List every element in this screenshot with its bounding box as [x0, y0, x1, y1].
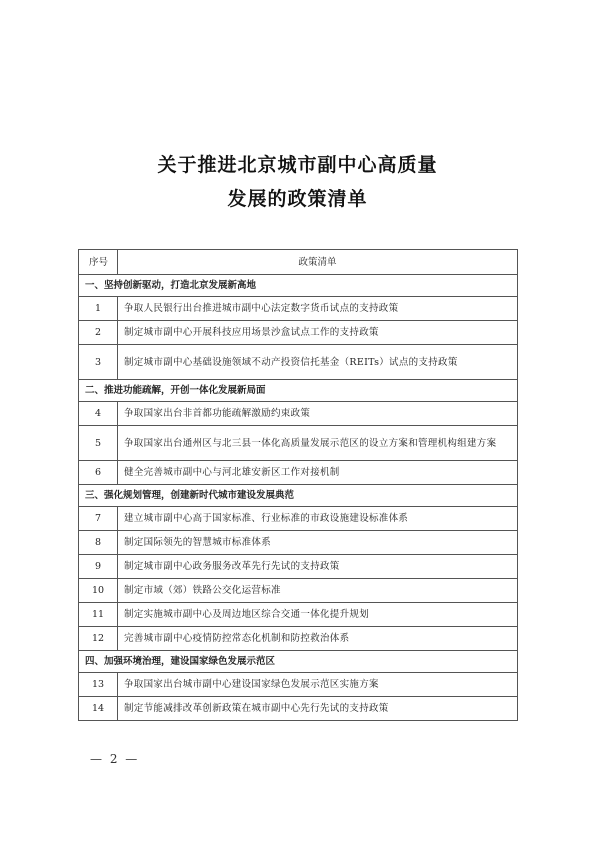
policy-item: 健全完善城市副中心与河北雄安新区工作对接机制: [118, 461, 518, 485]
document-title-line-1: 关于推进北京城市副中心高质量: [157, 154, 438, 176]
row-number: 13: [79, 673, 118, 697]
policy-item: 争取国家出台通州区与北三县一体化高质量发展示范区的设立方案和管理机构组建方案: [118, 426, 518, 461]
policy-item: 制定节能减排改革创新政策在城市副中心先行先试的支持政策: [118, 697, 518, 721]
policy-item: 制定城市副中心政务服务改革先行先试的支持政策: [118, 555, 518, 579]
row-number: 6: [79, 461, 118, 485]
page-number: — 2 —: [90, 752, 140, 766]
policy-item: 争取人民银行出台推进城市副中心法定数字货币试点的支持政策: [118, 297, 518, 321]
row-number: 11: [79, 603, 118, 627]
policy-item: 制定城市副中心开展科技应用场景沙盒试点工作的支持政策: [118, 321, 518, 345]
policy-item: 完善城市副中心疫情防控常态化机制和防控救治体系: [118, 627, 518, 651]
table-row: [79, 603, 518, 627]
policy-item: 制定国际领先的智慧城市标准体系: [118, 531, 518, 555]
policy-item: 争取国家出台城市副中心建设国家绿色发展示范区实施方案: [118, 673, 518, 697]
section-row: [79, 651, 518, 673]
document-title-line-2: 发展的政策清单: [227, 188, 368, 210]
row-number: 2: [79, 321, 118, 345]
row-number: 9: [79, 555, 118, 579]
section-row: [79, 275, 518, 297]
table-row: [79, 402, 518, 426]
row-number: 1: [79, 297, 118, 321]
table-row: [79, 673, 518, 697]
row-number: 3: [79, 345, 118, 380]
policy-item: 制定市域（郊）铁路公交化运营标准: [118, 579, 518, 603]
row-number: 12: [79, 627, 118, 651]
table-row: [79, 627, 518, 651]
row-number: 14: [79, 697, 118, 721]
row-number: 7: [79, 507, 118, 531]
row-number: 8: [79, 531, 118, 555]
row-number: 10: [79, 579, 118, 603]
table-row: [79, 531, 518, 555]
table-row: [79, 321, 518, 345]
policy-item: 制定实施城市副中心及周边地区综合交通一体化提升规划: [118, 603, 518, 627]
policy-table: [78, 249, 518, 721]
row-number: 4: [79, 402, 118, 426]
policy-item: 争取国家出台非首都功能疏解激励约束政策: [118, 402, 518, 426]
section-heading: 四、加强环境治理，建设国家绿色发展示范区: [79, 651, 518, 673]
table-row: [79, 461, 518, 485]
policy-item: 建立城市副中心高于国家标准、行业标准的市政设施建设标准体系: [118, 507, 518, 531]
section-heading: 二、推进功能疏解，开创一体化发展新局面: [79, 380, 518, 402]
section-heading: 三、强化规划管理，创建新时代城市建设发展典范: [79, 485, 518, 507]
header-number: 序号: [79, 250, 118, 275]
table-row: [79, 555, 518, 579]
section-row: [79, 380, 518, 402]
section-row: [79, 485, 518, 507]
row-number: 5: [79, 426, 118, 461]
table-row: [79, 507, 518, 531]
header-policy: 政策清单: [118, 250, 518, 275]
table-row: [79, 345, 518, 380]
table-row: [79, 426, 518, 461]
section-heading: 一、坚持创新驱动，打造北京发展新高地: [79, 275, 518, 297]
policy-item: 制定城市副中心基础设施领域不动产投资信托基金（REITs）试点的支持政策: [118, 345, 518, 380]
table-row: [79, 579, 518, 603]
table-row: [79, 697, 518, 721]
table-row: [79, 297, 518, 321]
